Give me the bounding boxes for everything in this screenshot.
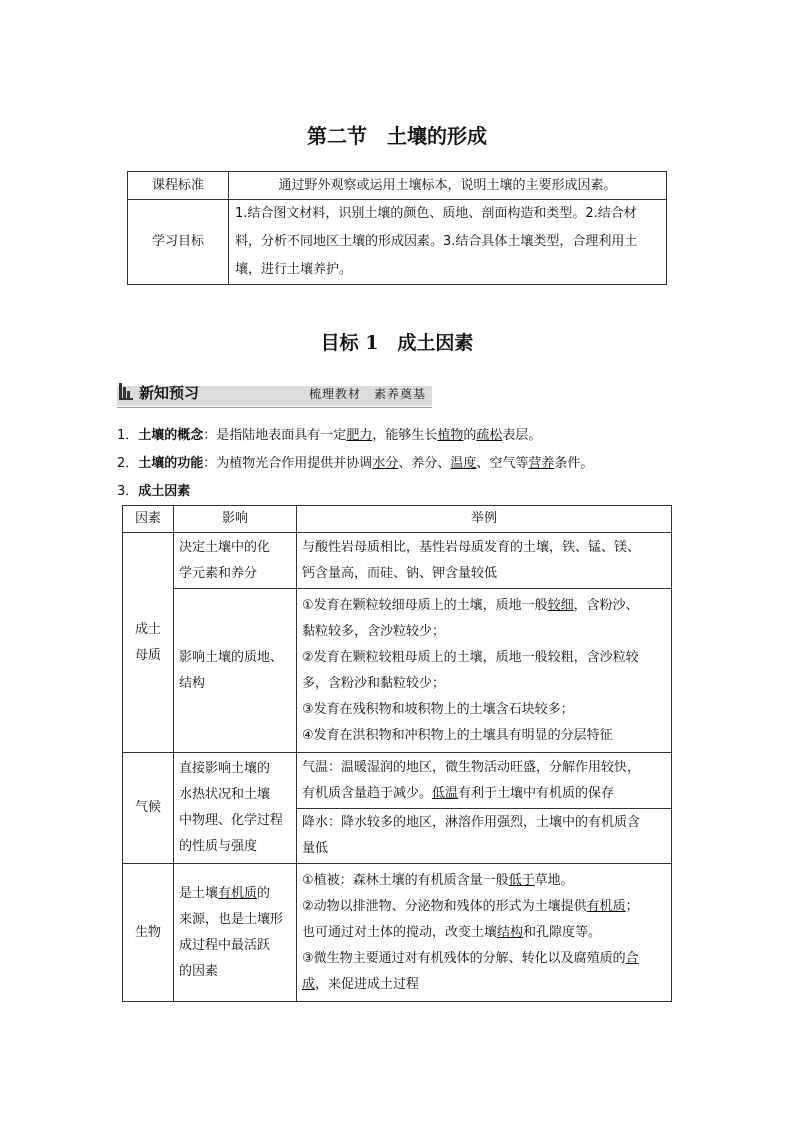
table-row	[123, 533, 672, 589]
example-cell: 降水：降水较多的地区，淋溶作用强烈，土壤中的有机质含 量低	[297, 809, 672, 864]
factor-climate: 气候	[123, 753, 174, 864]
effect-cell: 影响土壤的质地、 结构	[174, 589, 297, 753]
standards-text: 通过野外观察或运用土壤标本，说明土壤的主要形成因素。	[229, 172, 667, 200]
bar-chart-icon	[119, 383, 133, 400]
effect-cell: 直接影响土壤的 水热状况和土壤 中物理、化学过程 的性质与强度	[174, 753, 297, 864]
table-row	[123, 753, 672, 809]
list-item: 2．土壤的功能：为植物光合作用提供并协调水分、养分、温度、空气等营养条件。	[117, 456, 594, 471]
table-row	[123, 589, 672, 753]
header-example: 举例	[297, 506, 672, 533]
page-title: 第二节 土壤的形成	[307, 124, 487, 148]
example-cell: ①植被：森林土壤的有机质含量一般低于草地。 ②动物以排泄物、分泌物和残体的形式为土壤提供有机质； 也可通过对土体的搅动，改变土壤结构和孔隙度等。 ③微生物主要通过对有机残体的分解、转化以及腐殖质的合 成，来促进成土过程	[297, 864, 672, 1002]
list-item: 3．成土因素	[117, 484, 191, 499]
table-header-row	[123, 506, 672, 533]
course-standards-table	[127, 171, 667, 285]
example-cell: 与酸性岩母质相比，基性岩母质发育的土壤，铁、锰、镁、 钙含量高，而硅、钠、钾含量较低	[297, 533, 672, 589]
banner-title: 新知预习	[139, 384, 200, 402]
banner-underline	[117, 407, 432, 408]
example-cell: 气温：温暖湿润的地区，微生物活动旺盛，分解作用较快， 有机质含量趋于减少。低温有利于土壤中有机质的保存	[297, 753, 672, 809]
list-item: 1．土壤的概念：是指陆地表面具有一定肥力，能够生长植物的疏松表层。	[117, 428, 542, 443]
objectives-text: 1.结合图文材料，识别土壤的颜色、质地、剖面构造和类型。2.结合材料，分析不同地区土壤的形成因素。3.结合具体土壤类型，合理利用土壤，进行土壤养护。	[229, 200, 667, 285]
effect-cell: 决定土壤中的化 学元素和养分	[174, 533, 297, 589]
factor-parent-material: 成土 母质	[123, 533, 174, 753]
header-effect: 影响	[174, 506, 297, 533]
example-cell: ①发育在颗粒较细母质上的土壤，质地一般较细，含粉沙、 黏粒较多，含沙粒较少； ②发育在颗粒较粗母质上的土壤，质地一般较粗，含沙粒较 多，含粉沙和黏粒较少； ③发育在残积物和坡积物上的土壤含石块较多； ④发育在洪积物和冲积物上的土壤具有明显的分层特征	[297, 589, 672, 753]
section-title: 目标 1 成土因素	[320, 332, 474, 354]
objectives-label: 学习目标	[128, 200, 229, 285]
standards-label: 课程标准	[128, 172, 229, 200]
section-banner	[117, 380, 432, 406]
factor-biology: 生物	[123, 864, 174, 1002]
effect-cell: 是土壤有机质的 来源，也是土壤形 成过程中最活跃 的因素	[174, 864, 297, 1002]
table-row	[123, 864, 672, 1002]
header-factor: 因素	[123, 506, 174, 533]
banner-tagline: 梳理教材 素养奠基	[308, 387, 426, 401]
soil-factors-table	[122, 505, 672, 1002]
